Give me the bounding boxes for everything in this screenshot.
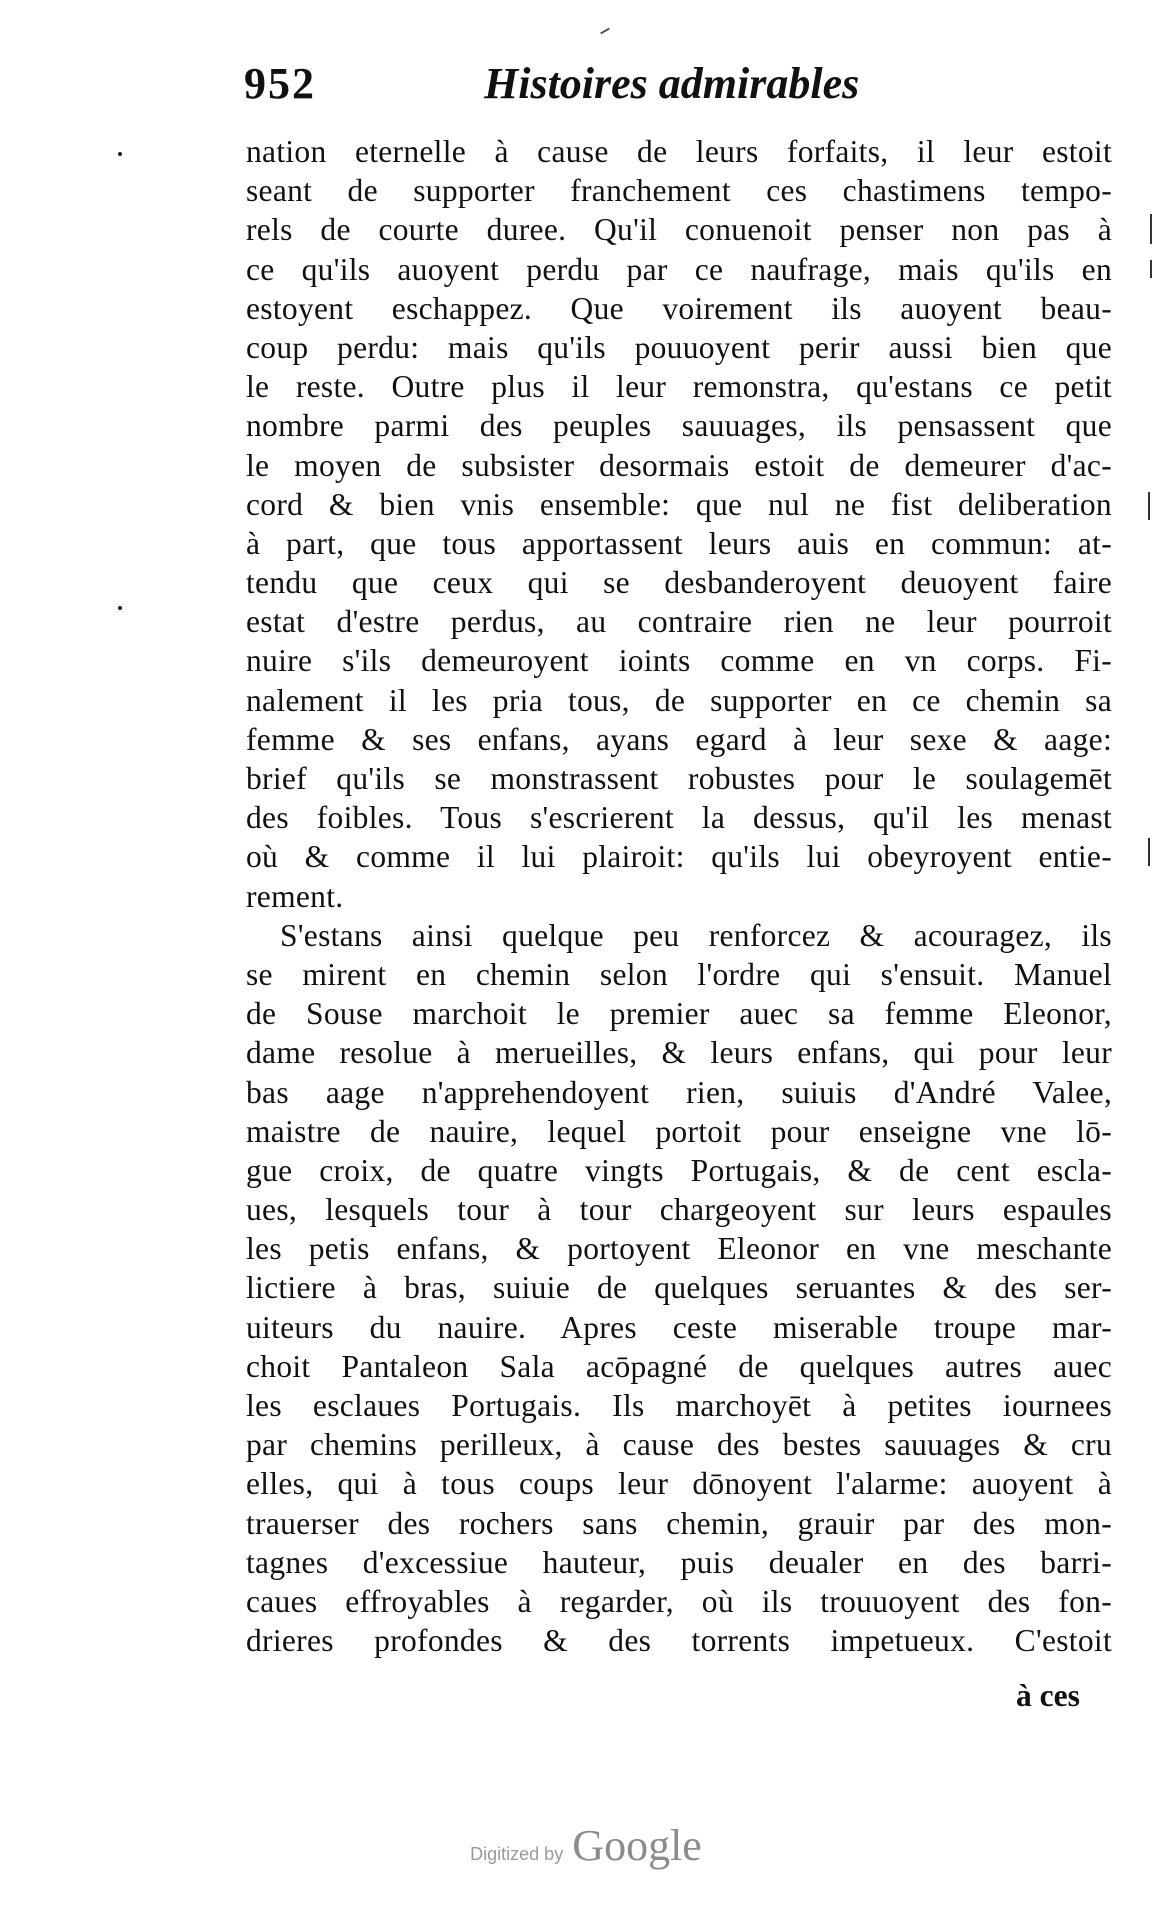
text-line: coup perdu: mais qu'ils pouuoyent perir aussi bien que: [246, 329, 1112, 365]
text-line: des foibles. Tous s'escrierent la dessus, qu'il les menast: [246, 800, 1112, 836]
text-line: où & comme il lui plairoit: qu'ils lui obeyroyent entie-: [246, 839, 1112, 875]
text-line: nuire s'ils demeuroyent ioints comme en vn corps. Fi-: [246, 643, 1112, 679]
text-line: ues, lesquels tour à tour chargeoyent sur leurs espaules: [246, 1192, 1112, 1228]
text-line: nation eternelle à cause de leurs forfaits, il leur estoit: [246, 134, 1112, 169]
text-line: trauerser des rochers sans chemin, grauir par des mon-: [246, 1505, 1112, 1541]
text-line: rels de courte duree. Qu'il conuenoit penser non pas à: [246, 212, 1112, 248]
text-line: tendu que ceux qui se desbanderoyent deuoyent faire: [246, 565, 1112, 601]
catchword: à ces: [1016, 1678, 1080, 1713]
text-line: rement.: [246, 878, 344, 914]
text-line: estoyent eschappez. Que voirement ils auoyent beau-: [246, 290, 1112, 326]
scan-mark: [600, 28, 610, 35]
text-line: de Souse marchoit le premier auec sa femme Eleonor,: [246, 996, 1112, 1032]
text-line: par chemins perilleux, à cause des bestes sauuages & cru: [246, 1427, 1112, 1463]
text-line: drieres profondes & des torrents impetueux. C'estoit: [246, 1623, 1112, 1659]
text-line: seant de supporter franchement ces chastimens tempo-: [246, 173, 1112, 209]
text-line: gue croix, de quatre vingts Portugais, & de cent escla-: [246, 1152, 1112, 1188]
text-line: uiteurs du nauire. Apres ceste miserable troupe mar-: [246, 1309, 1112, 1345]
text-line: nombre parmi des peuples sauuages, ils pensassent que: [246, 408, 1112, 444]
text-line: lictiere à bras, suiuie de quelques seruantes & des ser-: [246, 1270, 1112, 1306]
text-line: choit Pantaleon Sala acōpagné de quelques autres auec: [246, 1348, 1112, 1384]
margin-mark: [1148, 492, 1150, 520]
digitization-footer: [0, 1820, 1172, 1871]
text-line: le moyen de subsister desormais estoit de demeurer d'ac-: [246, 447, 1112, 483]
text-line: le reste. Outre plus il leur remonstra, qu'estans ce petit: [246, 369, 1112, 405]
digitized-by-label: Digitized by: [470, 1844, 564, 1864]
running-title: Histoires admirables: [484, 59, 860, 108]
text-line: dame resolue à merueilles, & leurs enfans, qui pour leur: [246, 1035, 1112, 1071]
text-line: brief qu'ils se monstrassent robustes pour le soulagemēt: [246, 761, 1112, 796]
margin-speck: [118, 606, 122, 610]
text-line: ce qu'ils auoyent perdu par ce naufrage, mais qu'ils en: [246, 251, 1112, 287]
page-number: 952: [244, 59, 316, 108]
google-logo: Google: [572, 1821, 702, 1870]
margin-mark: [1150, 214, 1152, 244]
text-line: maistre de nauire, lequel portoit pour enseigne vne lō-: [246, 1113, 1112, 1149]
margin-speck: [118, 152, 122, 156]
text-line: S'estans ainsi quelque peu renforcez & acouragez, ils: [280, 917, 1112, 953]
text-line: elles, qui à tous coups leur dōnoyent l'alarme: auoyent à: [246, 1466, 1112, 1502]
body-text: [246, 132, 1112, 1660]
text-line: se mirent en chemin selon l'ordre qui s'ensuit. Manuel: [246, 956, 1112, 992]
text-line: cord & bien vnis ensemble: que nul ne fist deliberation: [246, 486, 1112, 522]
text-line: estat d'estre perdus, au contraire rien ne leur pourroit: [246, 604, 1112, 640]
margin-mark: [1150, 260, 1152, 278]
text-line: les petis enfans, & portoyent Eleonor en vne meschante: [246, 1231, 1112, 1267]
text-line: nalement il les pria tous, de supporter en ce chemin sa: [246, 682, 1112, 718]
text-line: à part, que tous apportassent leurs auis en commun: at-: [246, 525, 1112, 561]
text-line: femme & ses enfans, ayans egard à leur sexe & aage:: [246, 721, 1112, 757]
text-line: bas aage n'apprehendoyent rien, suiuis d'André Valee,: [246, 1074, 1112, 1110]
text-line: les esclaues Portugais. Ils marchoyēt à petites iournees: [246, 1388, 1112, 1423]
page-header: [244, 58, 1104, 118]
text-line: tagnes d'excessiue hauteur, puis deualer en des barri-: [246, 1544, 1112, 1580]
text-line: caues effroyables à regarder, où ils trouuoyent des fon-: [246, 1583, 1112, 1619]
margin-mark: [1148, 838, 1150, 866]
